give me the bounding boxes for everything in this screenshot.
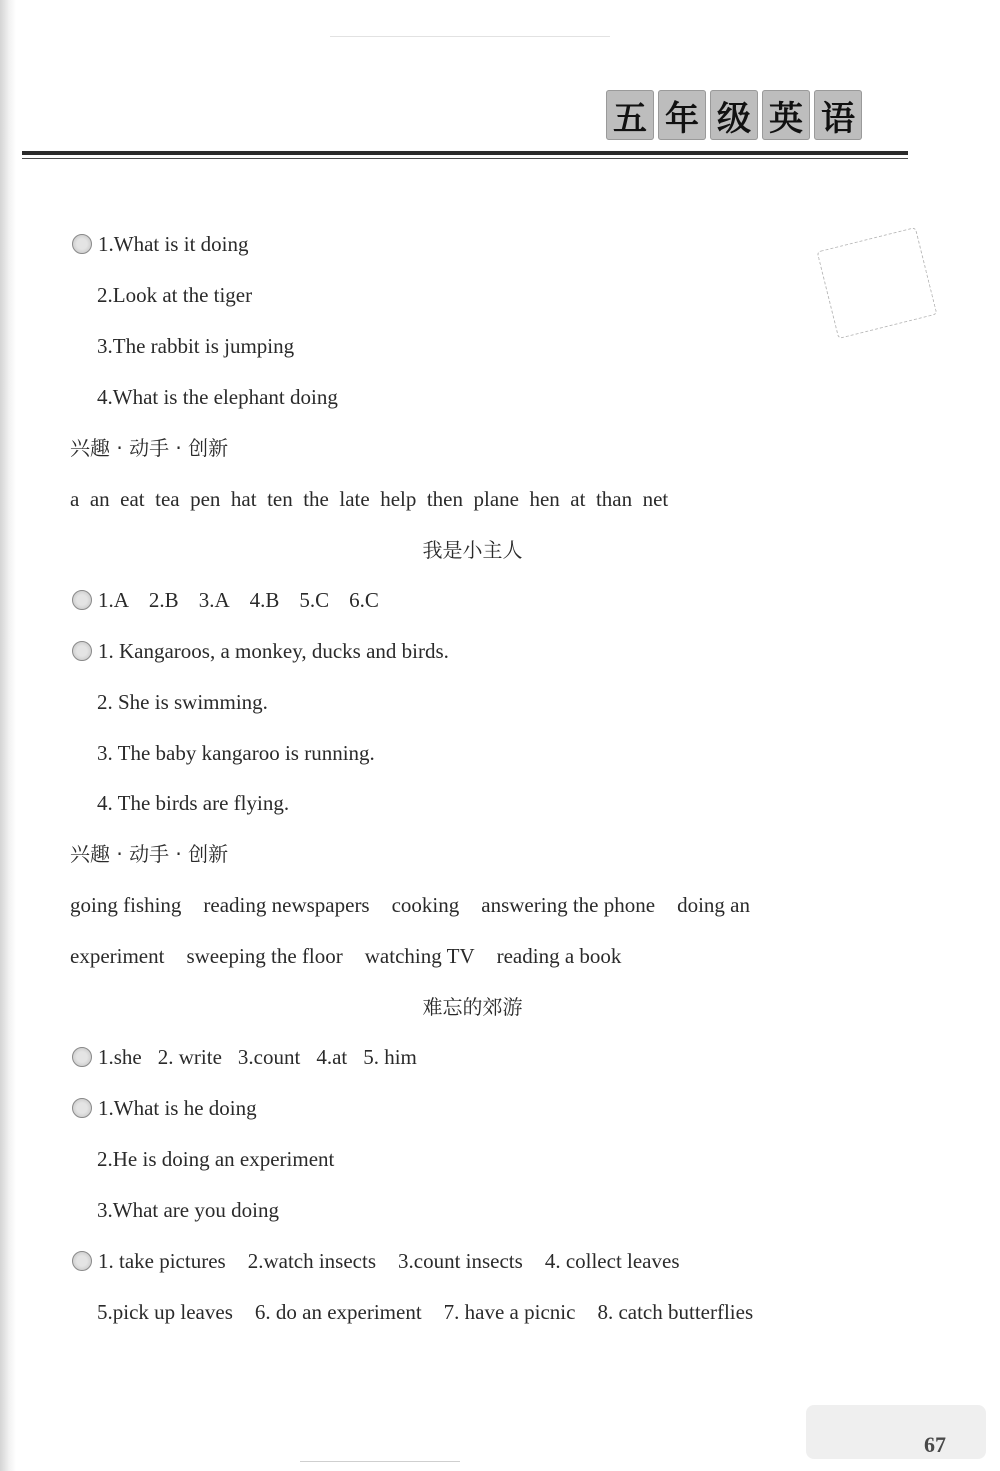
answer-line xyxy=(97,1299,753,1325)
circle-bullet-icon xyxy=(72,1098,92,1118)
circle-bullet-icon xyxy=(72,641,92,661)
phrase: reading a book xyxy=(496,944,622,968)
fill-answer: 3.count xyxy=(237,1045,301,1069)
section-title: 我是小主人 xyxy=(422,538,523,562)
fill-answer: 2. write xyxy=(157,1045,222,1069)
interest-heading: 兴趣 · 动手 · 创新 xyxy=(70,842,229,866)
answer-text: 4. The birds are flying. xyxy=(97,791,290,815)
binding-shadow xyxy=(0,0,16,1471)
interest-heading: 兴趣 · 动手 · 创新 xyxy=(70,436,229,460)
phrase: cooking xyxy=(391,893,460,917)
activity: 3.count insects xyxy=(398,1249,523,1273)
activity: 5.pick up leaves xyxy=(97,1300,233,1324)
activity: 4. collect leaves xyxy=(544,1249,680,1273)
phrase: answering the phone xyxy=(481,893,656,917)
header-rule-thin xyxy=(22,158,908,159)
answer-text: 2. She is swimming. xyxy=(97,690,268,714)
choice-answer: 1.A xyxy=(98,588,129,612)
activity: 6. do an experiment xyxy=(254,1300,422,1324)
phrase: watching TV xyxy=(364,944,475,968)
answer-text: 3.What are you doing xyxy=(97,1198,279,1222)
circle-bullet-icon xyxy=(72,1047,92,1067)
answer-text: 2.Look at the tiger xyxy=(97,283,253,307)
answer-line xyxy=(72,231,249,257)
header-rule-thick xyxy=(22,151,908,155)
fill-answer: 5. him xyxy=(363,1045,417,1069)
phrase: reading newspapers xyxy=(203,893,370,917)
title-char: 五 xyxy=(606,90,654,140)
choice-answer: 6.C xyxy=(349,588,379,612)
answer-text: 1.What is it doing xyxy=(98,232,249,256)
activity: 8. catch butterflies xyxy=(597,1300,754,1324)
word-list: a an eat tea pen hat ten the late help then plane hen at than net xyxy=(70,487,669,511)
answer-line xyxy=(72,638,449,664)
activity: 2.watch insects xyxy=(247,1249,376,1273)
answer-text: 3. The baby kangaroo is running. xyxy=(97,741,375,765)
phrase: sweeping the floor xyxy=(186,944,343,968)
choice-answer: 2.B xyxy=(148,588,179,612)
activity: 7. have a picnic xyxy=(443,1300,576,1324)
circle-bullet-icon xyxy=(72,1251,92,1271)
phrase: going fishing xyxy=(70,893,182,917)
phrase: experiment xyxy=(70,944,165,968)
title-char: 年 xyxy=(658,90,706,140)
answer-line xyxy=(97,740,375,766)
answer-line xyxy=(72,1044,417,1070)
page-number: 67 xyxy=(924,1432,946,1457)
answer-line xyxy=(97,384,338,410)
stamp-image xyxy=(817,227,938,339)
activity: 1. take pictures xyxy=(98,1249,226,1273)
fill-answer: 4.at xyxy=(316,1045,348,1069)
footer-rule xyxy=(300,1461,460,1462)
choice-answer: 3.A xyxy=(198,588,230,612)
choice-answer: 5.C xyxy=(299,588,330,612)
answer-line xyxy=(97,689,268,715)
answer-line xyxy=(97,1146,334,1172)
circle-bullet-icon xyxy=(72,234,92,254)
phrase-list xyxy=(70,892,750,918)
answer-line xyxy=(97,1197,279,1223)
answer-text: 4.What is the elephant doing xyxy=(97,385,338,409)
choice-answer: 4.B xyxy=(249,588,280,612)
answer-line xyxy=(72,1248,680,1274)
circle-bullet-icon xyxy=(72,590,92,610)
header-title xyxy=(606,90,862,140)
answer-text: 1.What is he doing xyxy=(98,1096,257,1120)
phrase-list xyxy=(70,943,621,969)
answer-text: 1. Kangaroos, a monkey, ducks and birds. xyxy=(98,639,449,663)
answer-line xyxy=(97,333,294,359)
answer-line xyxy=(97,282,252,308)
answer-line xyxy=(72,1095,257,1121)
phrase: doing an xyxy=(677,893,750,917)
answer-line xyxy=(72,587,379,613)
answer-text: 3.The rabbit is jumping xyxy=(97,334,295,358)
fill-answer: 1.she xyxy=(98,1045,142,1069)
scan-artifact-line xyxy=(330,36,610,37)
title-char: 级 xyxy=(710,90,758,140)
section-title: 难忘的郊游 xyxy=(422,995,523,1019)
answer-line xyxy=(97,790,289,816)
title-char: 英 xyxy=(762,90,810,140)
answer-text: 2.He is doing an experiment xyxy=(97,1147,335,1171)
watermark-logo xyxy=(806,1405,986,1459)
title-char: 语 xyxy=(814,90,862,140)
